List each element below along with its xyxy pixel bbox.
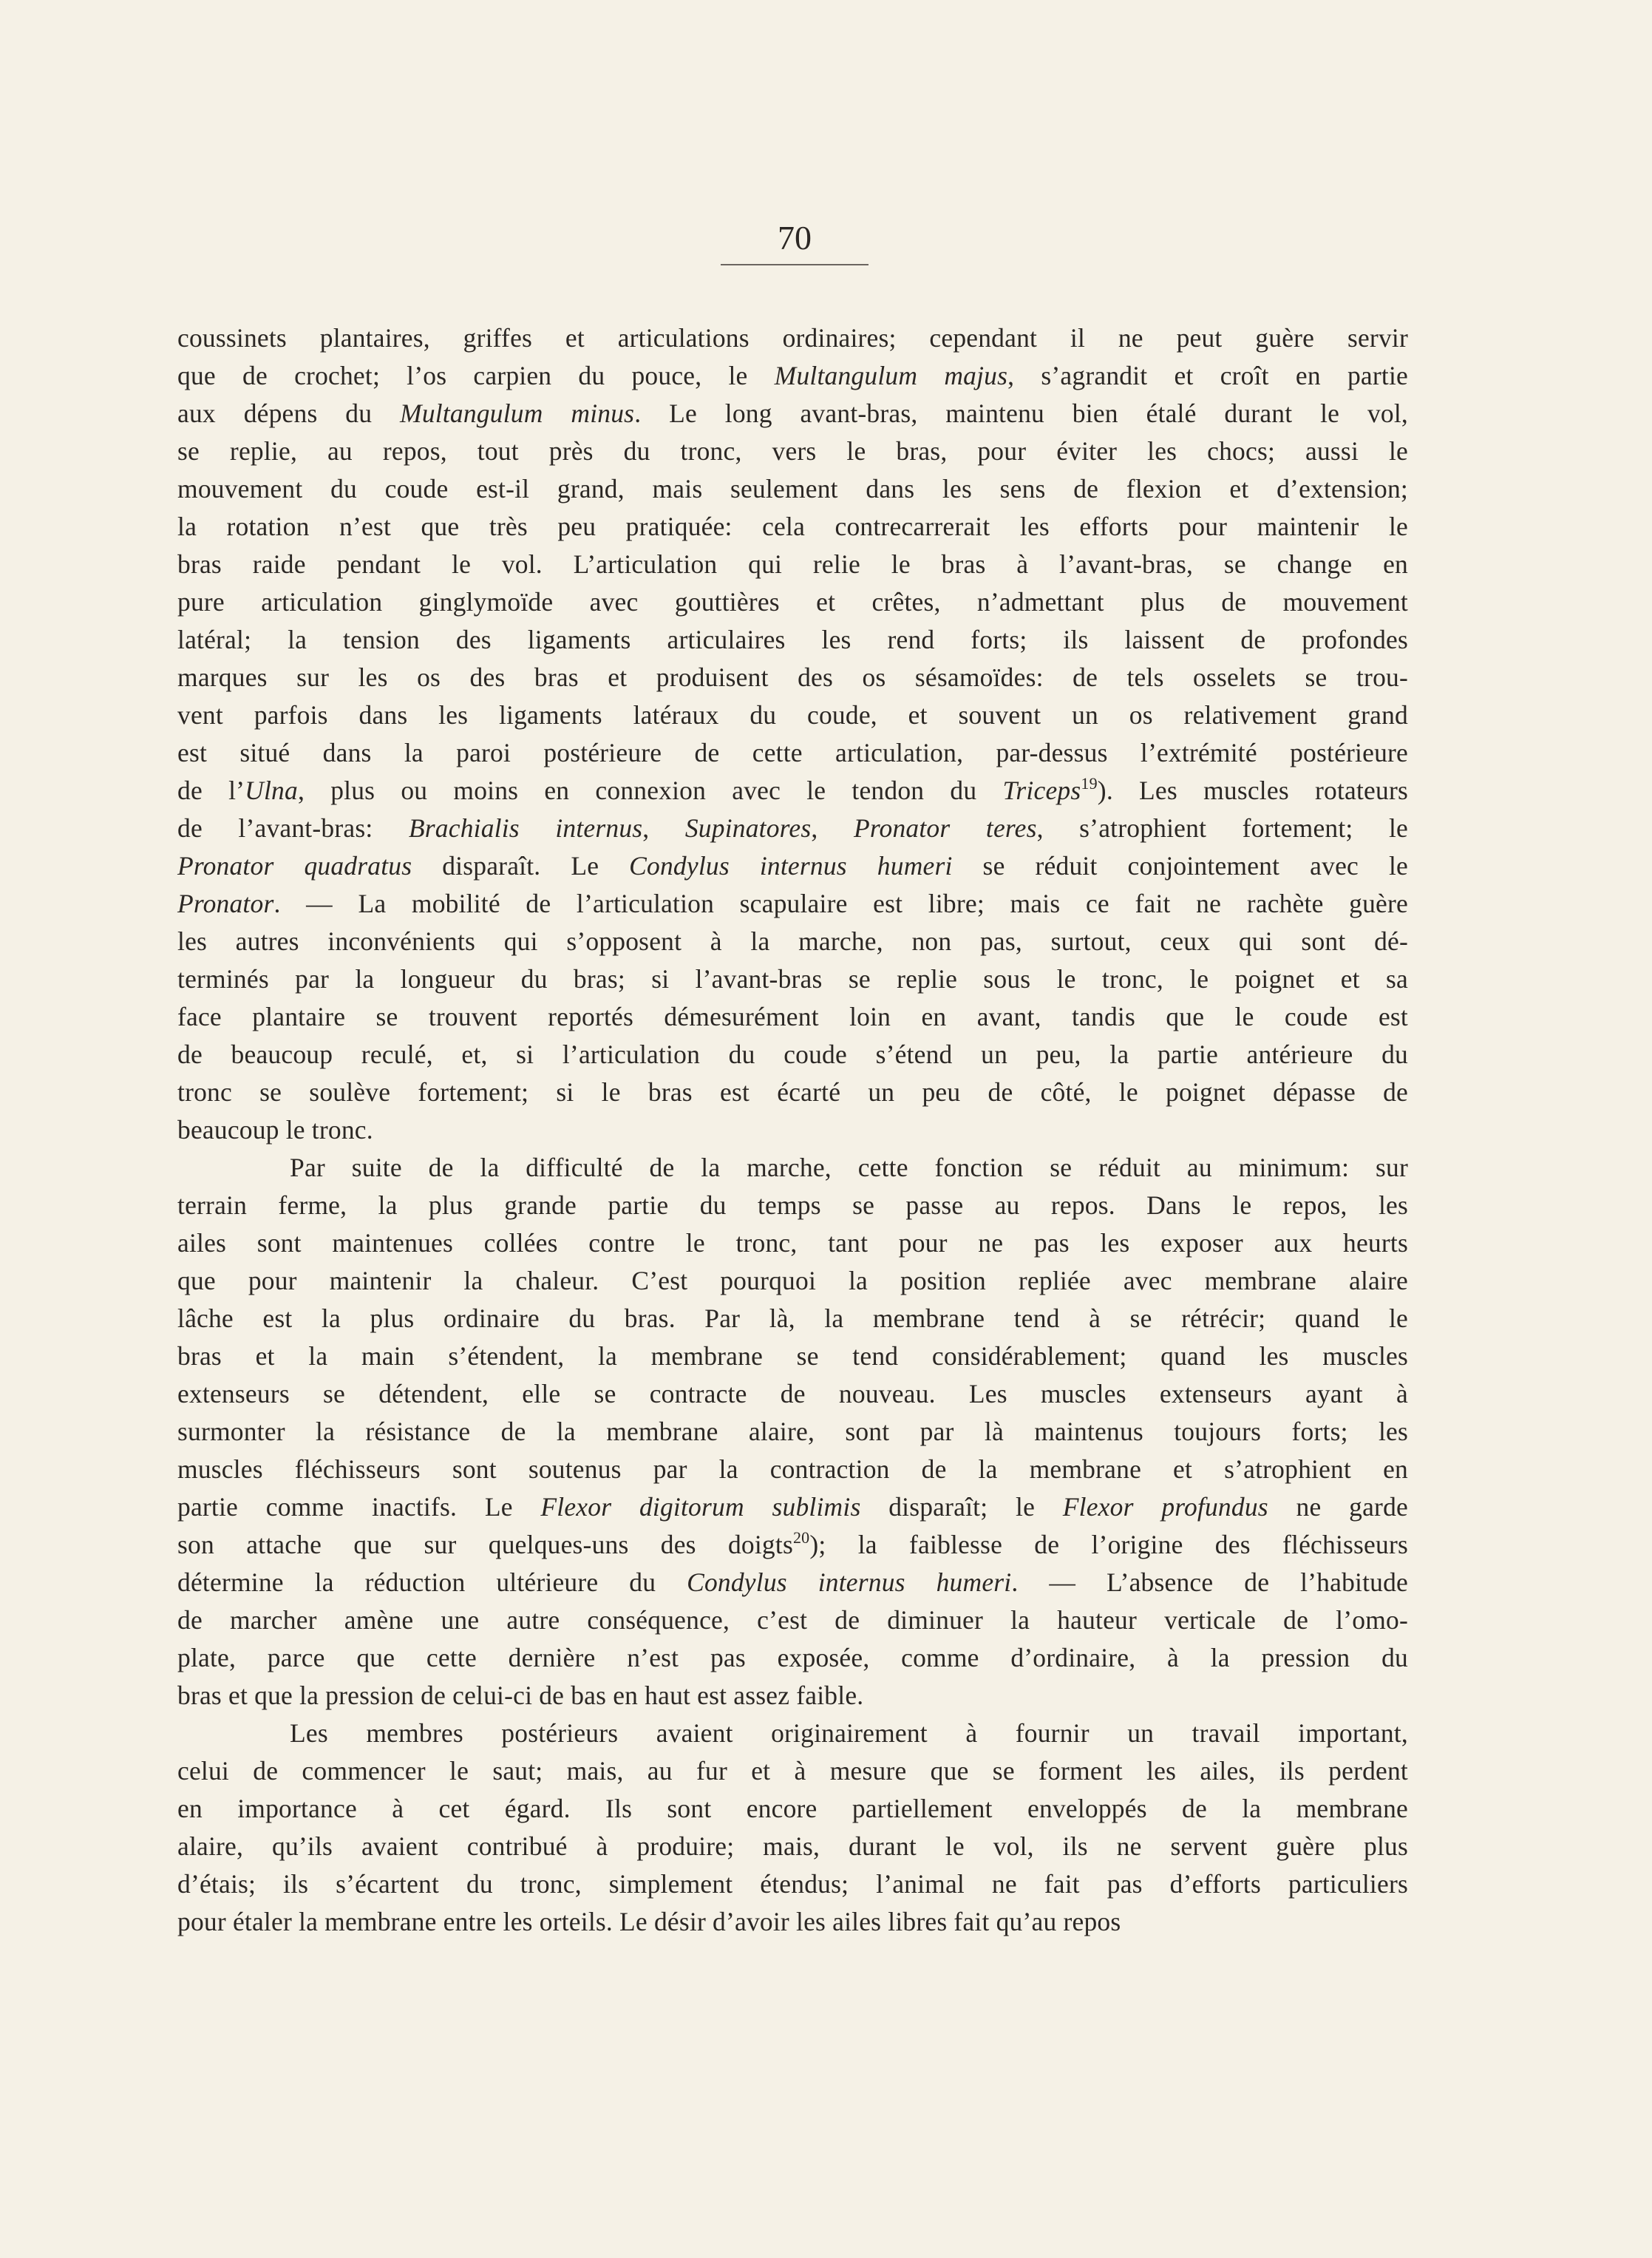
text-line <box>177 1149 1408 1187</box>
text-run: face plantaire se trouvent reportés démesurément loin en avant, tandis que le coude est <box>177 1002 1408 1031</box>
text-run: d’étais; ils s’écartent du tronc, simplement étendus; l’animal ne fait pas d’efforts particuliers <box>177 1869 1408 1899</box>
text-run: pure articulation ginglymoïde avec gouttières et crêtes, n’admettant plus de mouvement <box>177 587 1408 617</box>
text-run: que pour maintenir la chaleur. C’est pourquoi la position repliée avec membrane alaire <box>177 1266 1408 1295</box>
text-line <box>177 1375 1408 1413</box>
text-run: . Le long avant-bras, maintenu bien étalé durant le vol, <box>634 399 1409 428</box>
text-run: , s’atrophient fortement; le <box>1036 813 1409 843</box>
text-run: de l’ <box>177 776 245 805</box>
text-run: muscles fléchisseurs sont soutenus par la contraction de la membrane et s’atrophient en <box>177 1454 1408 1484</box>
text-line <box>177 1036 1408 1074</box>
text-run: . — L’absence de l’habitude <box>1011 1567 1409 1597</box>
latin-term: Pronator quadratus <box>177 851 412 881</box>
text-line <box>177 772 1408 810</box>
latin-term: Triceps <box>1002 776 1081 805</box>
text-run: de marcher amène une autre conséquence, c’est de diminuer la hauteur verticale de l’omo- <box>177 1605 1408 1635</box>
text-run: marques sur les os des bras et produisent des os sésamoïdes: de tels osselets se trou- <box>177 662 1408 692</box>
text-run: , plus ou moins en connexion avec le tendon du <box>297 776 1003 805</box>
text-run: terminés par la longueur du bras; si l’avant-bras se replie sous le tronc, le poignet et sa <box>177 964 1408 994</box>
latin-term: Brachialis internus <box>408 813 643 843</box>
text-line <box>177 1639 1408 1677</box>
text-line <box>177 1903 1408 1941</box>
latin-term: Supinatores <box>684 813 812 843</box>
page-number-rule <box>721 264 869 265</box>
text-run: celui de commencer le saut; mais, au fur et à mesure que se forment les ailes, ils perdent <box>177 1756 1408 1786</box>
text-run: surmonter la résistance de la membrane alaire, sont par là maintenus toujours forts; les <box>177 1417 1408 1446</box>
text-run: pour étaler la membrane entre les orteils. Le désir d’avoir les ailes libres fait qu’au repos <box>177 1907 1121 1936</box>
text-line <box>177 960 1408 998</box>
text-line <box>177 395 1408 433</box>
latin-term: Pronator <box>177 889 274 918</box>
text-line <box>177 470 1408 508</box>
text-line <box>177 1300 1408 1337</box>
page-number: 70 <box>778 219 812 257</box>
latin-term: Ulna <box>245 776 298 805</box>
text-run: tronc se soulève fortement; si le bras est écarté un peu de côté, le poignet dépasse de <box>177 1077 1408 1107</box>
text-line <box>177 1488 1408 1526</box>
text-run: ailes sont maintenues collées contre le tronc, tant pour ne pas les exposer aux heurts <box>177 1228 1408 1258</box>
text-line <box>177 1677 1408 1715</box>
text-run: , s’agrandit et croît en partie <box>1007 361 1408 390</box>
text-run: partie comme inactifs. Le <box>177 1492 541 1522</box>
text-run: coussinets plantaires, griffes et articulations ordinaires; cependant il ne peut guère servir <box>177 323 1408 353</box>
text-line <box>177 1262 1408 1300</box>
text-line <box>177 1828 1408 1865</box>
text-run: les autres inconvénients qui s’opposent à la marche, non pas, surtout, ceux qui sont dé- <box>177 926 1408 956</box>
latin-term: Flexor digitorum sublimis <box>540 1492 861 1522</box>
text-run: Par suite de la difficulté de la marche, cette fonction se réduit au minimum: sur <box>290 1153 1408 1182</box>
text-run: Les membres postérieurs avaient originairement à fournir un travail important, <box>290 1718 1408 1748</box>
text-line <box>177 1865 1408 1903</box>
text-run: aux dépens du <box>177 399 401 428</box>
text-line <box>177 847 1408 885</box>
text-line <box>177 1564 1408 1601</box>
text-line <box>177 1715 1408 1752</box>
text-line <box>177 508 1408 546</box>
text-run: extenseurs se détendent, elle se contracte de nouveau. Les muscles extenseurs ayant à <box>177 1379 1408 1408</box>
text-run: en importance à cet égard. Ils sont encore partiellement enveloppés de la membrane <box>177 1794 1408 1823</box>
text-run: est situé dans la paroi postérieure de cette articulation, par-dessus l’extrémité postérieure <box>177 738 1408 767</box>
text-line <box>177 546 1408 583</box>
text-run: disparaît. Le <box>412 851 630 881</box>
text-line <box>177 1752 1408 1790</box>
text-run: ne garde <box>1268 1492 1408 1522</box>
text-line <box>177 1526 1408 1564</box>
text-line <box>177 885 1408 923</box>
text-line <box>177 583 1408 621</box>
text-line <box>177 998 1408 1036</box>
text-run: mouvement du coude est-il grand, mais seulement dans les sens de flexion et d’extension; <box>177 474 1408 504</box>
text-run: latéral; la tension des ligaments articulaires les rend forts; ils laissent de profondes <box>177 625 1408 654</box>
text-line <box>177 696 1408 734</box>
text-run: plate, parce que cette dernière n’est pas exposée, comme d’ordinaire, à la pression du <box>177 1643 1408 1672</box>
text-run: se replie, au repos, tout près du tronc, vers le bras, pour éviter les chocs; aussi le <box>177 436 1408 466</box>
text-run: bras et la main s’étendent, la membrane se tend considérablement; quand les muscles <box>177 1341 1408 1371</box>
text-line <box>177 1451 1408 1488</box>
text-run: , <box>642 813 685 843</box>
text-run: terrain ferme, la plus grande partie du temps se passe au repos. Dans le repos, les <box>177 1190 1408 1220</box>
text-line <box>177 734 1408 772</box>
text-line <box>177 810 1408 847</box>
text-run: beaucoup le tronc. <box>177 1115 373 1145</box>
text-line <box>177 1111 1408 1149</box>
text-run: alaire, qu’ils avaient contribué à produire; mais, durant le vol, ils ne servent guère plus <box>177 1831 1408 1861</box>
text-line <box>177 923 1408 960</box>
text-line <box>177 1187 1408 1224</box>
text-run: détermine la réduction ultérieure du <box>177 1567 687 1597</box>
text-run: de beaucoup reculé, et, si l’articulation du coude s’étend un peu, la partie antérieure du <box>177 1040 1408 1069</box>
latin-term: Pronator teres <box>853 813 1037 843</box>
text-run: , <box>811 813 854 843</box>
body-text <box>177 319 1408 1941</box>
text-run: . — La mobilité de l’articulation scapulaire est libre; mais ce fait ne rachète guère <box>273 889 1408 918</box>
latin-term: Multangulum majus <box>774 361 1008 390</box>
latin-term: Flexor profundus <box>1062 1492 1268 1522</box>
text-run: que de crochet; l’os carpien du pouce, le <box>177 361 775 390</box>
text-run: vent parfois dans les ligaments latéraux du coude, et souvent un os relativement grand <box>177 700 1408 730</box>
latin-term: Condylus internus humeri <box>687 1567 1012 1597</box>
text-line <box>177 319 1408 357</box>
text-line <box>177 1413 1408 1451</box>
text-run: de l’avant-bras: <box>177 813 409 843</box>
footnote-marker: 19 <box>1081 774 1098 793</box>
text-line <box>177 433 1408 470</box>
latin-term: Condylus internus humeri <box>629 851 953 881</box>
text-run: disparaît; le <box>860 1492 1063 1522</box>
text-line <box>177 1224 1408 1262</box>
text-run: ). Les muscles rotateurs <box>1097 776 1408 805</box>
text-line <box>177 1337 1408 1375</box>
text-run: ); la faiblesse de l’origine des fléchisseurs <box>809 1530 1408 1559</box>
text-run: la rotation n’est que très peu pratiquée: cela contrecarrerait les efforts pour maintenir le <box>177 512 1408 541</box>
footnote-marker: 20 <box>792 1528 810 1547</box>
text-line <box>177 659 1408 696</box>
text-line <box>177 621 1408 659</box>
text-run: se réduit conjointement avec le <box>952 851 1408 881</box>
text-line <box>177 1074 1408 1111</box>
text-line <box>177 357 1408 395</box>
text-line <box>177 1601 1408 1639</box>
text-run: bras raide pendant le vol. L’articulation qui relie le bras à l’avant-bras, se change en <box>177 549 1408 579</box>
text-run: lâche est la plus ordinaire du bras. Par là, la membrane tend à se rétrécir; quand le <box>177 1303 1408 1333</box>
latin-term: Multangulum minus <box>400 399 635 428</box>
text-run: bras et que la pression de celui-ci de bas en haut est assez faible. <box>177 1681 864 1710</box>
text-run: son attache que sur quelques-uns des doigts <box>177 1530 793 1559</box>
text-line <box>177 1790 1408 1828</box>
